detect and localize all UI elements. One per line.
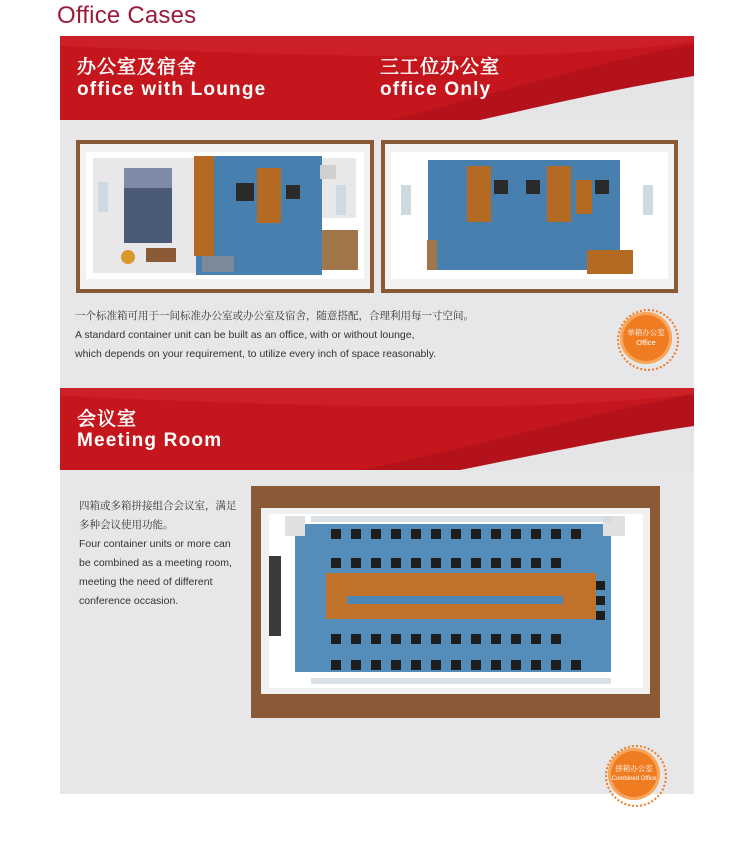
banner-wave-decoration-2 <box>60 388 694 470</box>
combined-office-badge <box>608 748 660 800</box>
office-badge-en: Office <box>636 338 656 347</box>
office-lounge-floorplan <box>76 140 374 293</box>
office-desc-cn: 一个标准箱可用于一间标准办公室或办公室及宿舍，随意搭配，合理利用每一寸空间。 <box>75 310 474 322</box>
office-only-title-en: office Only <box>380 79 492 100</box>
lounge-title-cn: 办公室及宿舍 <box>77 56 198 78</box>
lounge-title-en: office with Lounge <box>77 79 267 100</box>
meeting-room-banner <box>60 388 694 470</box>
meeting-description <box>79 497 244 611</box>
meeting-desc-cn-1: 四箱或多箱拼接组合会议室，满足 <box>79 500 237 512</box>
meeting-title-en: Meeting Room <box>77 430 223 451</box>
office-only-floorplan <box>381 140 678 293</box>
page-title: Office Cases <box>57 2 197 29</box>
office-desc-en-1: A standard container unit can be built as an office, with or without lounge, <box>75 329 415 341</box>
office-cases-banner <box>60 36 694 120</box>
meeting-title-cn: 会议室 <box>77 408 138 430</box>
combined-badge-en: Combined Office <box>611 776 657 782</box>
meeting-desc-en-3: meeting the need of different <box>79 576 213 588</box>
meeting-desc-cn-2: 多种会议使用功能。 <box>79 519 174 531</box>
combined-badge-cn: 拼箱办公室 <box>615 764 653 773</box>
office-badge <box>620 312 672 364</box>
meeting-room-floorplan <box>251 486 660 718</box>
meeting-desc-en-2: be combined as a meeting room, <box>79 557 232 569</box>
office-description <box>75 307 595 364</box>
meeting-desc-en-1: Four container units or more can <box>79 538 231 550</box>
office-only-title-cn: 三工位办公室 <box>380 56 501 78</box>
office-badge-cn: 单箱办公室 <box>627 328 665 337</box>
office-desc-en-2: which depends on your requirement, to utilize every inch of space reasonably. <box>75 348 437 360</box>
meeting-desc-en-4: conference occasion. <box>79 595 179 607</box>
